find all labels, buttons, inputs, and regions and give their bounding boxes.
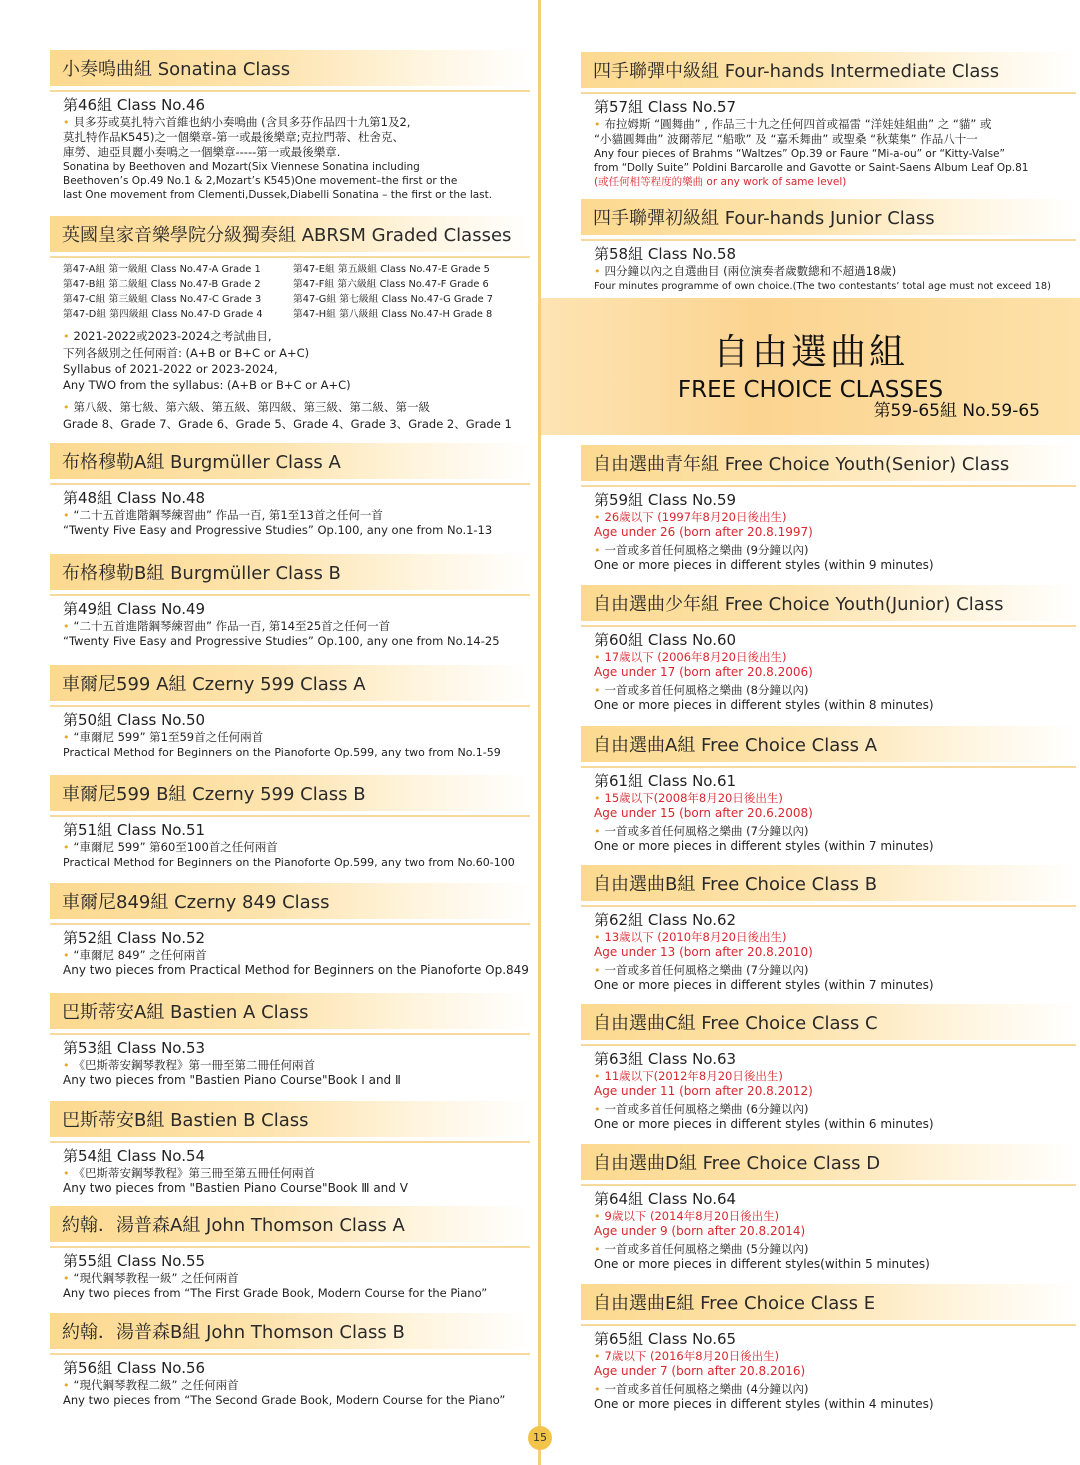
age-limit-en: Age under 26 (born after 20.8.1997) xyxy=(594,525,813,539)
requirement-text: One or more pieces in different styles (within 8 minutes) xyxy=(594,698,934,712)
class-requirements xyxy=(581,791,1076,854)
requirement-text: Any two pieces from “The First Grade Book, Modern Course for the Piano” xyxy=(63,1286,488,1300)
free-choice-header xyxy=(541,298,1080,435)
requirement-text: “小貓圓舞曲” 波爾蒂尼 “船歌” 及 “嘉禾舞曲” 或聖桑 “秋葉集” 作品八十一 xyxy=(594,132,978,146)
class-requirements xyxy=(50,1271,530,1301)
title-separator xyxy=(581,92,1076,94)
requirement-text: 一首或多首任何風格之樂曲 (8分鐘以內) xyxy=(604,683,809,697)
requirement-text: Beethoven’s Op.49 No.1 & 2,Mozart’s K545)One movement–the first or the xyxy=(63,175,458,187)
requirement-text: One or more pieces in different styles (within 6 minutes) xyxy=(594,1117,934,1131)
class-section-63 xyxy=(581,1004,1076,1132)
requirement-text: Sonatina by Beethoven and Mozart(Six Viennese Sonatina including xyxy=(63,161,420,173)
class-title: 英國皇家音樂學院分級獨奏組 ABRSM Graded Classes xyxy=(50,216,530,252)
page-number: 15 xyxy=(528,1426,552,1450)
bullet-icon: • xyxy=(63,401,70,414)
bullet-icon: • xyxy=(63,841,70,854)
requirement-text: “二十五首進階鋼琴練習曲” 作品一百, 第1至13首之任何一首 xyxy=(73,508,383,522)
requirement-text: One or more pieces in different styles (within 4 minutes) xyxy=(594,1397,934,1411)
class-number: 第50組 Class No.50 xyxy=(63,711,206,729)
bullet-icon: • xyxy=(63,731,70,744)
class-section-55 xyxy=(50,1206,530,1301)
age-limit-zh: 9歲以下 (2014年8月20日後出生) xyxy=(604,1209,780,1223)
requirement-text: Any four pieces of Brahms “Waltzes” Op.39 or Faure “Mi-a-ou” or “Kitty-Valse” xyxy=(594,148,1005,160)
title-separator xyxy=(50,1246,530,1248)
bullet-icon: • xyxy=(63,509,70,522)
requirement-text: One or more pieces in different styles (within 7 minutes) xyxy=(594,978,934,992)
class-requirements xyxy=(50,1378,530,1408)
class-requirements xyxy=(581,650,1076,713)
class-number: 第55組 Class No.55 xyxy=(63,1252,206,1270)
class-number: 第65組 Class No.65 xyxy=(594,1330,737,1348)
grade-item: 第47-G組 第七級組 Class No.47-G Grade 7 xyxy=(293,294,494,305)
class-number: 第58組 Class No.58 xyxy=(594,245,737,263)
bullet-icon: • xyxy=(594,118,601,131)
class-title: 自由選曲少年組 Free Choice Youth(Junior) Class xyxy=(581,585,1076,621)
class-number: 第60組 Class No.60 xyxy=(594,631,737,649)
class-section-56 xyxy=(50,1313,530,1408)
class-requirements xyxy=(50,115,530,202)
class-section-51 xyxy=(50,775,530,870)
title-separator xyxy=(581,1324,1076,1326)
age-limit-zh: 17歲以下 (2006年8月20日後出生) xyxy=(604,650,787,664)
class-section-64 xyxy=(581,1144,1076,1272)
class-title: 車爾尼599 A組 Czerny 599 Class A xyxy=(50,665,530,701)
age-limit-en: Age under 17 (born after 20.8.2006) xyxy=(594,665,813,679)
bullet-icon: • xyxy=(594,265,601,278)
requirement-text: 貝多芬或莫扎特六首維也納小奏鳴曲 (含貝多芬作品四十九第1及2, xyxy=(73,115,411,129)
age-limit-zh: 13歲以下 (2010年8月20日後出生) xyxy=(604,930,787,944)
requirement-text: 四分鐘以內之自選曲目 (兩位演奏者歲數總和不超過18歲) xyxy=(604,264,897,278)
class-number: 第57組 Class No.57 xyxy=(594,98,737,116)
class-number: 第52組 Class No.52 xyxy=(63,929,206,947)
class-requirements xyxy=(581,930,1076,993)
requirement-text: Practical Method for Beginners on the Pianoforte Op.599, any two from No.60-100 xyxy=(63,856,515,869)
requirement-text: 庫勞、迪亞貝麗小奏鳴之一個樂章-----第一或最後樂章. xyxy=(63,145,341,159)
age-limit-en: Age under 11 (born after 20.8.2012) xyxy=(594,1084,813,1098)
requirement-text: 一首或多首任何風格之樂曲 (4分鐘以內) xyxy=(604,1382,809,1396)
requirement-text: “二十五首進階鋼琴練習曲” 作品一百, 第14至25首之任何一首 xyxy=(73,619,391,633)
class-title: 自由選曲A組 Free Choice Class A xyxy=(581,726,1076,762)
class-requirements xyxy=(581,117,1076,189)
class-section-52 xyxy=(50,883,530,978)
class-number: 第62組 Class No.62 xyxy=(594,911,737,929)
requirement-text: 布拉姆斯 “圓舞曲” , 作品三十九之任何四首或福雷 “洋娃娃組曲” 之 “貓” 或 xyxy=(604,117,992,131)
class-title: 四手聯彈中級組 Four-hands Intermediate Class xyxy=(581,52,1076,88)
class-number: 第54組 Class No.54 xyxy=(63,1147,206,1165)
requirement-text: One or more pieces in different styles(within 5 minutes) xyxy=(594,1257,930,1271)
class-title: 巴斯蒂安A組 Bastien A Class xyxy=(50,993,530,1029)
class-requirements xyxy=(50,1166,530,1196)
requirement-text: Any two pieces from “The Second Grade Book, Modern Course for the Piano” xyxy=(63,1393,506,1407)
grade-item: 第47-D組 第四級組 Class No.47-D Grade 4 xyxy=(63,309,263,320)
grade-item: 第47-E組 第五級組 Class No.47-E Grade 5 xyxy=(293,264,490,275)
requirement-text: One or more pieces in different styles (within 7 minutes) xyxy=(594,839,934,853)
class-section-60 xyxy=(581,585,1076,713)
class-number: 第46組 Class No.46 xyxy=(63,96,206,114)
class-title: 車爾尼849組 Czerny 849 Class xyxy=(50,883,530,919)
requirement-text: 《巴斯蒂安鋼琴教程》第三冊至第五冊任何兩首 xyxy=(73,1166,315,1180)
class-section-62 xyxy=(581,865,1076,993)
requirement-text: “車爾尼 599” 第60至100首之任何兩首 xyxy=(73,840,278,854)
class-number: 第51組 Class No.51 xyxy=(63,821,206,839)
class-section-61 xyxy=(581,726,1076,854)
free-choice-title-zh: 自由選曲組 xyxy=(712,332,908,373)
grade-item: 第47-F組 第六級組 Class No.47-F Grade 6 xyxy=(293,279,489,290)
requirement-text: “車爾尼 599” 第1至59首之任何兩首 xyxy=(73,730,264,744)
grade-item: 第47-A組 第一級組 Class No.47-A Grade 1 xyxy=(63,264,261,275)
bullet-icon: • xyxy=(63,1272,70,1285)
bullet-icon: • xyxy=(594,1070,601,1083)
bullet-icon: • xyxy=(63,620,70,633)
class-requirements xyxy=(581,1069,1076,1132)
class-number: 第63組 Class No.63 xyxy=(594,1050,737,1068)
requirement-text: Syllabus of 2021-2022 or 2023-2024, xyxy=(63,362,278,376)
bullet-icon: • xyxy=(594,544,601,557)
bullet-icon: • xyxy=(594,1243,601,1256)
class-number: 第64組 Class No.64 xyxy=(594,1190,737,1208)
requirement-text: 一首或多首任何風格之樂曲 (7分鐘以內) xyxy=(604,824,809,838)
class-number: 第53組 Class No.53 xyxy=(63,1039,206,1057)
title-separator xyxy=(581,905,1076,907)
class-number: 第61組 Class No.61 xyxy=(594,772,737,790)
requirement-text: “現代鋼琴教程一級” 之任何兩首 xyxy=(73,1271,239,1285)
requirement-text: 下列各級別之任何兩首: (A+B or B+C or A+C) xyxy=(63,346,310,360)
title-separator xyxy=(50,90,530,92)
bullet-icon: • xyxy=(594,1210,601,1223)
requirement-text: “Twenty Five Easy and Progressive Studies” Op.100, any one from No.1-13 xyxy=(63,523,493,537)
class-title: 自由選曲B組 Free Choice Class B xyxy=(581,865,1076,901)
class-requirements xyxy=(50,1058,530,1088)
class-title: 布格穆勒A組 Burgmüller Class A xyxy=(50,443,530,479)
requirement-text: Any two pieces from "Bastien Piano Course"Book Ⅰ and Ⅱ xyxy=(63,1073,401,1087)
grade-list xyxy=(50,262,530,322)
age-limit-en: Age under 15 (born after 20.6.2008) xyxy=(594,806,813,820)
class-section-54 xyxy=(50,1101,530,1196)
class-title: 自由選曲青年組 Free Choice Youth(Senior) Class xyxy=(581,445,1076,481)
class-number: 第59組 Class No.59 xyxy=(594,491,737,509)
bullet-icon: • xyxy=(594,825,601,838)
requirement-text: 一首或多首任何風格之樂曲 (5分鐘以內) xyxy=(604,1242,809,1256)
class-requirements xyxy=(581,1349,1076,1412)
class-section-48 xyxy=(50,443,530,538)
title-separator xyxy=(50,1353,530,1355)
grade-item: 第47-H組 第八級組 Class No.47-H Grade 8 xyxy=(293,309,493,320)
title-separator xyxy=(581,1044,1076,1046)
class-title: 約翰．湯普森B組 John Thomson Class B xyxy=(50,1313,530,1349)
bullet-icon: • xyxy=(594,931,601,944)
bullet-icon: • xyxy=(594,964,601,977)
age-limit-zh: 26歲以下 (1997年8月20日後出生) xyxy=(604,510,787,524)
title-separator xyxy=(581,485,1076,487)
title-separator xyxy=(50,705,530,707)
requirement-text: “現代鋼琴教程二級” 之任何兩首 xyxy=(73,1378,239,1392)
requirement-text: from “Dolly Suite” Poldini Barcarolle and Gavotte or Saint-Saens Album Leaf Op.81 xyxy=(594,162,1029,174)
bullet-icon: • xyxy=(594,1383,601,1396)
bullet-icon: • xyxy=(63,1059,70,1072)
title-separator xyxy=(581,239,1076,241)
class-title: 小奏鳴曲組 Sonatina Class xyxy=(50,50,530,86)
requirement-text: last One movement from Clementi,Dussek,Diabelli Sonatina – the first or the last. xyxy=(63,189,493,201)
requirement-text: 莫扎特作品K545)之一個樂章-第一或最後樂章;克拉門蒂、杜舍克、 xyxy=(63,130,404,144)
class-title: 四手聯彈初級組 Four-hands Junior Class xyxy=(581,199,1076,235)
class-requirements xyxy=(50,508,530,538)
class-section-58 xyxy=(581,199,1076,294)
class-section-46 xyxy=(50,50,530,202)
class-title: 自由選曲E組 Free Choice Class E xyxy=(581,1284,1076,1320)
requirement-text: 一首或多首任何風格之樂曲 (7分鐘以內) xyxy=(604,963,809,977)
class-section-53 xyxy=(50,993,530,1088)
class-title: 布格穆勒B組 Burgmüller Class B xyxy=(50,554,530,590)
age-limit-zh: 11歲以下(2012年8月20日後出生) xyxy=(604,1069,783,1083)
age-limit-en: Age under 9 (born after 20.8.2014) xyxy=(594,1224,806,1238)
class-requirements xyxy=(581,264,1076,294)
class-title: 自由選曲D組 Free Choice Class D xyxy=(581,1144,1076,1180)
bullet-icon: • xyxy=(63,1379,70,1392)
free-choice-range: 第59-65組 No.59-65 xyxy=(873,401,1040,421)
class-title: 車爾尼599 B組 Czerny 599 Class B xyxy=(50,775,530,811)
class-section-49 xyxy=(50,554,530,649)
requirement-text: “Twenty Five Easy and Progressive Studies” Op.100, any one from No.14-25 xyxy=(63,634,500,648)
bullet-icon: • xyxy=(594,684,601,697)
class-requirements xyxy=(50,730,530,760)
title-separator xyxy=(50,1141,530,1143)
class-number: 第56組 Class No.56 xyxy=(63,1359,206,1377)
bullet-icon: • xyxy=(63,330,70,343)
grade-item: 第47-C組 第三級組 Class No.47-C Grade 3 xyxy=(63,294,262,305)
age-limit-en: Age under 13 (born after 20.8.2010) xyxy=(594,945,813,959)
class-section-59 xyxy=(581,445,1076,573)
bullet-icon: • xyxy=(63,949,70,962)
class-section-57 xyxy=(581,52,1076,189)
class-section-50 xyxy=(50,665,530,760)
age-limit-zh: 7歲以下 (2016年8月20日後出生) xyxy=(604,1349,780,1363)
title-separator xyxy=(581,1184,1076,1186)
bullet-icon: • xyxy=(63,116,70,129)
class-section-65 xyxy=(581,1284,1076,1412)
class-number: 第49組 Class No.49 xyxy=(63,600,206,618)
grade-item: 第47-B組 第二級組 Class No.47-B Grade 2 xyxy=(63,279,261,290)
requirement-text: “車爾尼 849” 之任何兩首 xyxy=(73,948,207,962)
class-requirements xyxy=(50,619,530,649)
class-title: 巴斯蒂安B組 Bastien B Class xyxy=(50,1101,530,1137)
class-requirements xyxy=(50,328,530,432)
requirement-text: 2021-2022或2023-2024之考試曲目, xyxy=(73,329,272,343)
requirement-text: One or more pieces in different styles (within 9 minutes) xyxy=(594,558,934,572)
class-title: 自由選曲C組 Free Choice Class C xyxy=(581,1004,1076,1040)
requirement-text: 一首或多首任何風格之樂曲 (6分鐘以內) xyxy=(604,1102,809,1116)
bullet-icon: • xyxy=(594,511,601,524)
class-requirements xyxy=(581,1209,1076,1272)
title-separator xyxy=(50,483,530,485)
title-separator xyxy=(581,766,1076,768)
class-title: 約翰．湯普森A組 John Thomson Class A xyxy=(50,1206,530,1242)
bullet-icon: • xyxy=(594,651,601,664)
class-number: 第48組 Class No.48 xyxy=(63,489,206,507)
title-separator xyxy=(50,815,530,817)
bullet-icon: • xyxy=(63,1167,70,1180)
age-limit-en: Age under 7 (born after 20.8.2016) xyxy=(594,1364,806,1378)
requirement-note: (或任何相等程度的樂曲 or any work of same level) xyxy=(594,176,847,188)
bullet-icon: • xyxy=(594,1103,601,1116)
requirement-text: 一首或多首任何風格之樂曲 (9分鐘以內) xyxy=(604,543,809,557)
requirement-text: 《巴斯蒂安鋼琴教程》第一冊至第二冊任何兩首 xyxy=(73,1058,315,1072)
requirement-text: Any TWO from the syllabus: (A+B or B+C or A+C) xyxy=(63,378,351,392)
class-requirements xyxy=(50,840,530,870)
free-choice-title-en: FREE CHOICE CLASSES xyxy=(677,377,944,403)
title-separator xyxy=(50,1033,530,1035)
age-limit-zh: 15歲以下(2008年8月20日後出生) xyxy=(604,791,783,805)
class-requirements xyxy=(581,510,1076,573)
title-separator xyxy=(50,256,530,258)
title-separator xyxy=(50,594,530,596)
column-divider xyxy=(538,0,541,1465)
title-separator xyxy=(581,625,1076,627)
class-section-47 xyxy=(50,216,530,432)
requirement-text: Any two pieces from "Bastien Piano Course"Book Ⅲ and Ⅴ xyxy=(63,1181,408,1195)
title-separator xyxy=(50,923,530,925)
requirement-text: Any two pieces from Practical Method for Beginners on the Pianoforte Op.849 xyxy=(63,963,529,977)
class-requirements xyxy=(50,948,530,978)
bullet-icon: • xyxy=(594,1350,601,1363)
bullet-icon: • xyxy=(594,792,601,805)
requirement-text: Practical Method for Beginners on the Pianoforte Op.599, any two from No.1-59 xyxy=(63,746,501,759)
requirement-text: Grade 8、Grade 7、Grade 6、Grade 5、Grade 4、Grade 3、Grade 2、Grade 1 xyxy=(63,417,512,431)
requirement-text: 第八級、第七級、第六級、第五級、第四級、第三級、第二級、第一級 xyxy=(73,400,430,414)
requirement-text: Four minutes programme of own choice.(The two contestants’ total age must not exceed 18) xyxy=(594,281,1051,292)
